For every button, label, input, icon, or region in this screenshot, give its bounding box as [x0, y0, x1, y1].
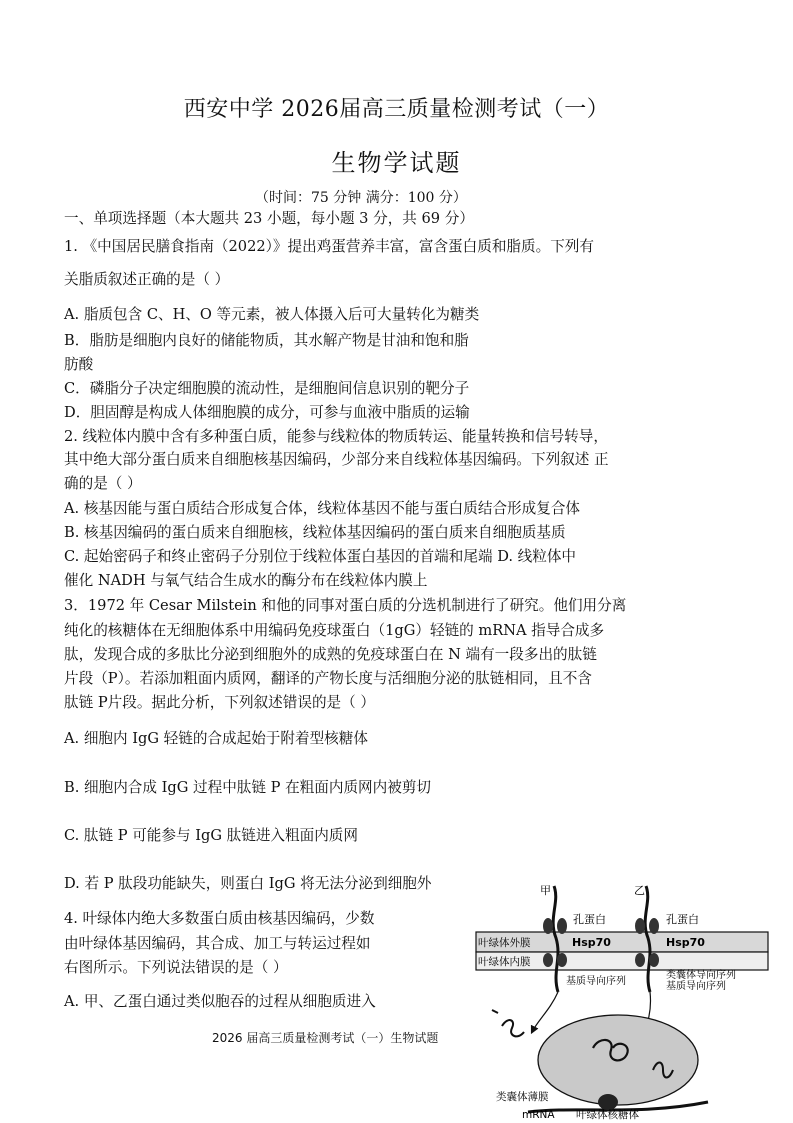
q2-option-c-line1: C. 起始密码子和终止密码子分别位于线粒体蛋白基因的首端和尾端 D. 线粒体中: [64, 548, 577, 565]
q1-stem-line2: 关脂质叙述正确的是（ ）: [64, 271, 230, 288]
q3-stem-line3: 肽，发现合成的多肽比分泌到细胞外的成熟的免疫球蛋白在 N 端有一段多出的肽链: [64, 646, 597, 663]
porin-blob-2: [557, 918, 567, 934]
chloroplast-transport-figure: [468, 880, 773, 1120]
q3-stem-line5: 肽链 P片段。据此分析，下列叙述错误的是（ ）: [64, 694, 375, 711]
section-heading: 一、单项选择题（本大题共 23 小题，每小题 3 分，共 69 分）: [64, 210, 474, 227]
q2-stem-line3: 确的是（ ）: [64, 475, 142, 492]
inner-channel-blob-3: [635, 953, 645, 967]
label-porin-1: 孔蛋白: [573, 913, 606, 926]
inner-channel-blob-2: [557, 953, 567, 967]
q3-stem-line4: 片段（P）。若添加粗面内质网，翻译的产物长度与活细胞分泌的肽链相同，且不含: [64, 670, 592, 687]
label-thylakoid-seq: 类囊体导向序列: [666, 970, 736, 981]
q3-option-b: B. 细胞内合成 IgG 过程中肽链 P 在粗面内质网内被剪切: [64, 779, 432, 796]
porin-blob-3: [635, 918, 645, 934]
label-ribosome: 叶绿体核糖体: [576, 1109, 639, 1120]
stroma-peptide-1: [502, 1020, 524, 1036]
q1-option-d: D．胆固醇是构成人体细胞膜的成分，可参与血液中脂质的运输: [64, 404, 470, 421]
label-mrna: mRNA: [522, 1109, 555, 1120]
q4-stem-line2: 由叶绿体基因编码，其合成、加工与转运过程如: [64, 935, 371, 952]
q1-option-b-line1: B．脂肪是细胞内良好的储能物质，其水解产物是甘油和饱和脂: [64, 332, 469, 349]
q4-option-a: A. 甲、乙蛋白通过类似胞吞的过程从细胞质进入: [64, 993, 376, 1010]
label-hsp70-2: Hsp70: [666, 936, 705, 949]
q3-stem-line2: 纯化的核糖体在无细胞体系中用编码免疫球蛋白（1gG）轻链的 mRNA 指导合成多: [64, 622, 605, 639]
q3-option-c: C. 肽链 P 可能参与 IgG 肽链进入粗面内质网: [64, 827, 358, 844]
q2-option-d-line2: 催化 NADH 与氧气结合生成水的酶分布在线粒体内膜上: [64, 572, 428, 589]
label-yi: 乙: [634, 884, 645, 897]
label-thylakoid-membrane: 类囊体薄膜: [496, 1091, 549, 1103]
exam-time-info: （时间：75 分钟 满分：100 分）: [255, 190, 467, 206]
label-porin-2: 孔蛋白: [666, 913, 699, 926]
q3-option-a: A. 细胞内 IgG 轻链的合成起始于附着型核糖体: [64, 730, 368, 747]
q1-stem-line1: 1. 《中国居民膳食指南（2022）》提出鸡蛋营养丰富，富含蛋白质和脂质。下列有: [64, 238, 594, 255]
label-hsp70-1: Hsp70: [572, 936, 611, 949]
chloroplast-ribosome-icon: [598, 1094, 618, 1110]
label-inner-membrane: 叶绿体内膜: [478, 956, 531, 968]
arrow-jia: [532, 992, 558, 1032]
q4-stem-line1: 4. 叶绿体内绝大多数蛋白质由核基因编码，少数: [64, 910, 375, 927]
inner-channel-blob-4: [649, 953, 659, 967]
q2-option-a: A. 核基因能与蛋白质结合形成复合体，线粒体基因不能与蛋白质结合形成复合体: [64, 500, 581, 517]
q1-option-c: C．磷脂分子决定细胞膜的流动性，是细胞间信息识别的靶分子: [64, 380, 470, 397]
q3-stem-line1: 3．1972 年 Cesar Milstein 和他的同事对蛋白质的分选机制进行了研究。他们用分离: [64, 597, 627, 614]
q3-option-d: D. 若 P 肽段功能缺失，则蛋白 IgG 将无法分泌到细胞外: [64, 875, 432, 892]
label-matrix-seq-2: 基质导向序列: [666, 981, 726, 992]
q2-stem-line2: 其中绝大部分蛋白质来自细胞核基因编码，少部分来自线粒体基因编码。下列叙述 正: [64, 451, 609, 468]
exam-title: 西安中学 2026届高三质量检测考试（一）: [183, 97, 610, 122]
q2-stem-line1: 2. 线粒体内膜中含有多种蛋白质，能参与线粒体的物质转运、能量转换和信号转导，: [64, 428, 608, 445]
q1-option-b-line2: 肪酸: [64, 356, 94, 373]
q2-option-b: B. 核基因编码的蛋白质来自细胞核，线粒体基因编码的蛋白质来自细胞质基质: [64, 524, 566, 541]
label-outer-membrane: 叶绿体外膜: [478, 937, 531, 949]
q1-option-a: A. 脂质包含 C、H、O 等元素，被人体摄入后可大量转化为糖类: [64, 306, 480, 323]
inner-channel-blob-1: [543, 953, 553, 967]
page-footer: 2026 届高三质量检测考试（一）生物试题: [212, 1031, 439, 1045]
subject-title: 生物学试题: [331, 149, 462, 177]
label-jia: 甲: [540, 884, 551, 897]
label-matrix-seq: 基质导向序列: [566, 976, 626, 987]
porin-blob-4: [649, 918, 659, 934]
q4-stem-line3: 右图所示。下列说法错误的是（ ）: [64, 959, 288, 976]
porin-blob-1: [543, 918, 553, 934]
stroma-peptide-2: [492, 1010, 498, 1013]
